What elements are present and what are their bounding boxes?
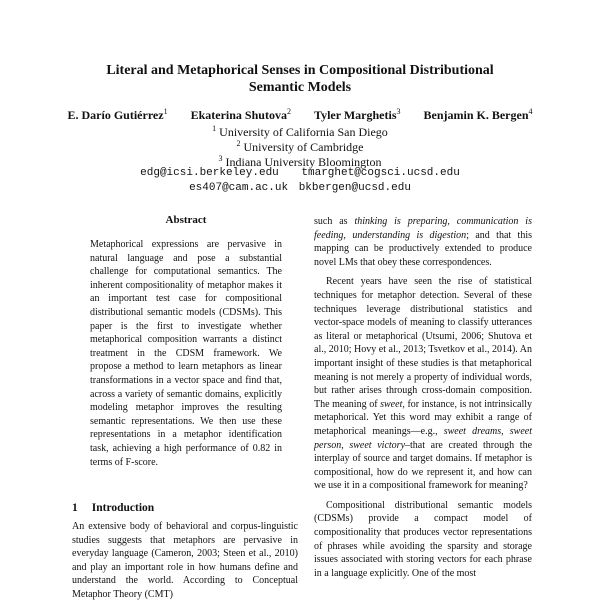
email-link[interactable]: es407@cam.ac.uk: [189, 182, 289, 194]
affiliation: $^2$ University of Cambridge: [236, 139, 364, 154]
section-title: Introduction: [91, 502, 155, 514]
paragraph: Recent years have seen the rise of statistical techniques for metaphor detection. Several of these techniques leverage distributional statistics and vector-space models of meaning to classify utterances as literal or metaphorical (Utsumi, 2006; Shutova et al., 2010; Hovy et al., 2013; Tsvetkov et al., 2014). An important insight of these studies is that metaphorical meaning is not merely a property of individual words, but rather arises through cross-domain composition. The meaning of sweet, for instance, is not intrinsically metaphorical. Yet this word may exhibit a range of metaphorical meanings—e.g., sweet dreams, sweet person, sweet victory–that are created through the interplay of source and target domains. If metaphor is compositional, how do we represent it, and how can we use it in a compositional framework for meaning?: [314, 276, 533, 492]
paper-title: [60, 62, 540, 96]
email-line-2: [60, 181, 540, 196]
section-number: 1: [72, 502, 78, 514]
email-link[interactable]: edg@icsi.berkeley.edu: [140, 167, 279, 179]
paragraph: such as thinking is preparing, communication is feeding, understanding is digestion; and that this mapping can be productively extended to produce novel LMs that obey these correspondences.: [314, 216, 532, 268]
intro-paragraph: An extensive body of behavioral and corpus-linguistic studies suggests that metaphors are pervasive in everyday language (Cameron, 2003; Steen et al., 2010) and play an important role in how humans define and understand the world. According to Conceptual Metaphor Theory (CMT): [72, 521, 298, 600]
email-line-1: [60, 166, 540, 181]
title-line-1: Literal and Metaphorical Senses in Compositional Distributional: [106, 63, 494, 78]
email-link[interactable]: bkbergen@ucsd.edu: [298, 182, 411, 194]
abstract-body: [90, 238, 282, 469]
right-column: [314, 215, 532, 580]
section-heading-introduction: [72, 502, 154, 514]
paragraph: Compositional distributional semantic models (CDSMs) provide a compact model of compositionality that produces vector representations of phrases while avoiding the sparsity and storage issues associated with storing vectors for each phrase in a language explicitly. One of the most: [314, 499, 532, 579]
abstract-heading: Abstract: [165, 214, 207, 226]
author: Ekaterina Shutova$^2$: [190, 107, 291, 122]
affiliation: $^3$ Indiana University Bloomington: [218, 154, 382, 169]
title-line-2: Semantic Models: [248, 80, 352, 95]
abstract-paragraph: Metaphorical expressions are pervasive in natural language and pose a substantial challenge for computational semantics. The inherent compositionality of metaphor makes it an important test case for compositional distributional semantic models (CDSMs). This paper is the first to investigate whether metaphorical composition warrants a distinct treatment in the CDSM framework. We propose a method to learn metaphors as linear transformations in a vector space and find that, across a variety of semantic domains, explicitly modeling metaphor improves the resulting semantic representations. We then use these representations in a metaphor identification task, achieving a high performance of 0.82 in terms of F-score.: [90, 239, 282, 468]
author: Benjamin K. Bergen$^4$: [423, 107, 533, 122]
affiliation: $^1$ University of California San Diego: [212, 124, 388, 139]
author: Tyler Marghetis$^3$: [313, 107, 401, 122]
email-link[interactable]: tmarghet@cogsci.ucsd.edu: [301, 167, 460, 179]
introduction-body: [72, 520, 298, 602]
author: E. Darío Gutiérrez$^1$: [67, 107, 168, 122]
